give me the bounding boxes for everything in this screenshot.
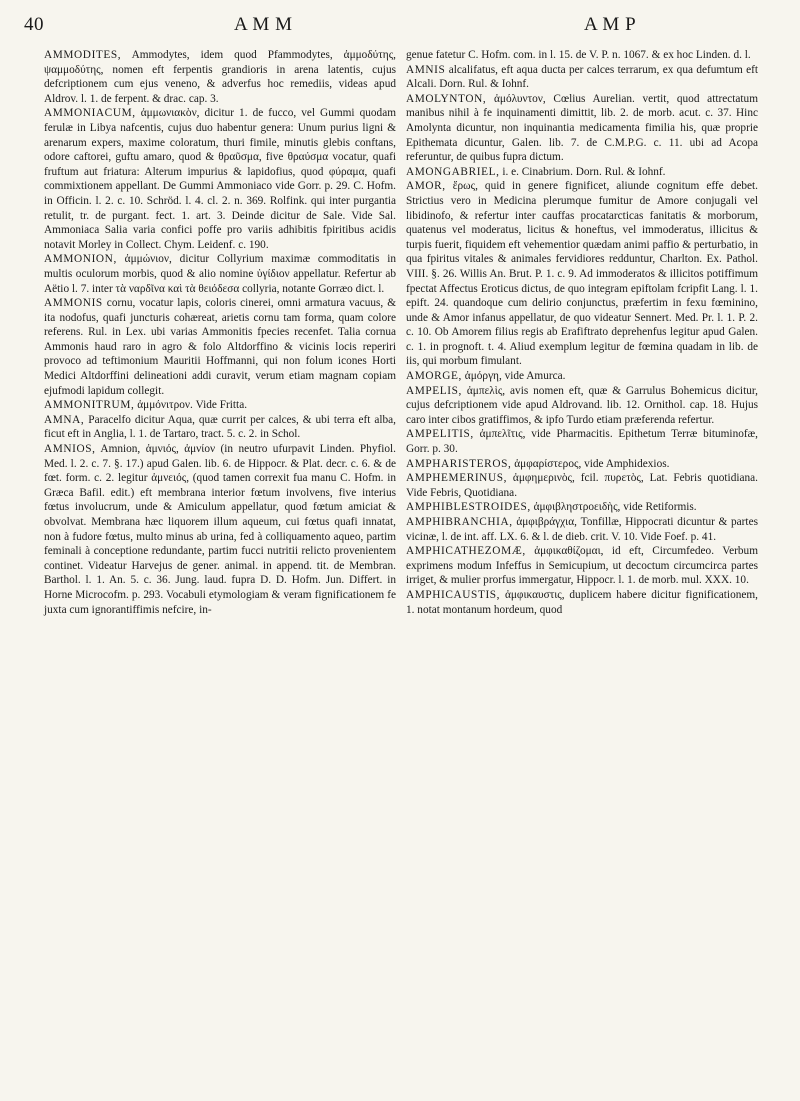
entry-headword: AMMONION,	[44, 253, 117, 266]
entry-text: ἀμπελὶς, avis nomen eft, quæ & Garrulus Bohemicus dicitur, cujus defcriptionem vide apud Aldrovand. lib. 12. Ornithol. cap. 18. Hujus caro inter cibos gratiffimos, & ipfo Turdo etiam præferenda refertur.	[406, 384, 758, 426]
entry-headword: AMPHIBRANCHIA,	[406, 516, 513, 528]
dictionary-entry	[44, 442, 396, 617]
dictionary-entry	[406, 63, 758, 92]
entry-headword: AMPHARISTEROS,	[406, 457, 512, 470]
entry-headword: AMNIS	[406, 63, 446, 76]
dictionary-entry	[406, 92, 758, 165]
entry-headword: AMMONIACUM,	[44, 107, 136, 120]
entry-text: alcalifatus, eft aqua ducta per calces terrarum, ex qua defumtum eft Alcali. Dorn. Rul. & Iohnf.	[406, 63, 758, 91]
entry-headword: AMMONITRUM,	[44, 399, 135, 412]
entry-headword: AMPELIS,	[406, 384, 462, 397]
entry-text: Ammodytes, idem quod Pfammodytes, ἀμμοδύτης, ψαμμοδύτης, nomen eft ferpentis grandioris in arena latentis, cujus defcriptionem cum ejus veneno, & adverfus hoc remediis, videas apud Aldrov. l. 1. de ferpent. & drac. cap. 3.	[44, 49, 396, 105]
entry-headword: AMPHICAUSTIS,	[406, 588, 501, 601]
entry-text: ἀμφημερινὸς, fcil. πυρετὸς, Lat. Febris quotidiana. Vide Febris, Quotidiana.	[406, 472, 758, 499]
entry-text: ἀμμόνιτρον. Vide Fritta.	[134, 399, 248, 412]
dictionary-entry	[406, 179, 758, 369]
entry-text: ἀμόργη, vide Amurca.	[461, 370, 566, 383]
dictionary-entry	[406, 500, 758, 515]
entry-headword: AMMONIS	[44, 297, 103, 310]
entry-headword: AMORGE,	[406, 370, 462, 383]
dictionary-entry	[44, 398, 396, 413]
entry-headword: AMPHICATHEZOMÆ,	[406, 545, 526, 558]
entry-headword: AMPHEMERINUS,	[406, 472, 508, 485]
entry-headword: AMPELITIS,	[406, 428, 474, 441]
entry-text: Amnion, ἀμνιός, ἀμνίον (in neutro ufurpavit Linden. Phyfiol. Med. l. 2. c. 7. §. 17.) apud Galen. lib. 6. de Hippocr. & Plat. decr. c. 6. & de fœt. form. c. 2. legitur ἀμνειός, (quod tamen correxit fua manu C. Hofm. in Græca Bafil. edit.) eft membrana interior fœtum involvens, five interius fœtus involucrum, unde & Amiculum appellatur, quod fœtum amiciat & obvolvat. Membrana hæc liquorem illum aqueum, cui fœtus quafi innatat, non à fudore fœtus, multo minus ab urina, fed à colliquamento aqueo, partim feminali à conceptione redundante, partim fucci nutritii relicto provenientem continet. Videatur Harvejus de gener. animal. in append. tit. de Membran. Barthol. l. 1. An. 5. c. 36. Jung. laud. fupra D. D. Hofm. Jun. Differt. in Horne Microcofm. p. 293. Vocabuli etymologiam & veram fignificationem fe juxta cum ignorantiffimis nefcire, in-	[44, 443, 396, 616]
entry-text: ἀμμώνιον, dicitur Collyrium maximæ commoditatis in multis oculorum morbis, quod & alio nomine ὑγίδιον appellatur. Refertur ab Aëtio l. 7. inter τὰ ναρδῖνα καὶ τὰ θειόδεσα collyria, notante Gorræo dict. l.	[44, 253, 396, 295]
dictionary-entry	[44, 48, 396, 106]
dictionary-entry	[406, 515, 758, 544]
entry-headword: AMONGABRIEL,	[406, 165, 500, 178]
entry-text: ἀμφικαυστις, duplicem habere dicitur fignificationem, 1. notat montanum hordeum, quod	[406, 588, 758, 616]
dictionary-entry	[44, 413, 396, 442]
entry-headword: AMMODITES,	[44, 49, 122, 61]
page-number: 40	[24, 14, 44, 35]
entry-text: i. e. Cinabrium. Dorn. Rul. & Iohnf.	[499, 165, 666, 178]
right-column	[406, 48, 758, 617]
dictionary-entry	[406, 369, 758, 384]
dictionary-entry	[406, 471, 758, 500]
entry-text: ἀμφιβληστροειδὴς, vide Retiformis.	[530, 501, 697, 514]
dictionary-entry	[406, 544, 758, 588]
entry-text: ἔρως, quid in genere fignificet, aliunde cognitum effe debet. Strictius vero in Medicina plerumque fumitur de Amore conjugali vel libidinofo, & refertur inter cauffas procatarcticas fanitatis & morborum, quatenus vel moderatus, licitus & honeftus, vel immoderatus, illicitus & turpis fuerit, fiquidem eft vehementior quædam animi paffio & perturbatio, in qua fpiritus vitales & animales fervidiores redduntur, Charlton. Ex. Pathol. VIII. §. 26. Willis An. Brut. P. 1. c. 9. Ad immoderatos & illicitos potiffimum fpectat Affectus Eroticus dictus, de quo integram epiftolam fcripfit Lang. l. 1. epift. 24. quandoque cum delirio conjunctus, præfertim in fexu fœminino, unde & Amor infanus appellatur, de quo videatur Sennert. Med. Pr. l. 1. P. 2. c. 10. Ob Amorem filius regis ab Erafiftrato deprehenfus legitur apud Galen. c. 1. in prognoft. t. 4. Aliud exemplum legitur de fœmina quadam in lib. de iis, qui morbum fimulant.	[406, 180, 758, 368]
entry-headword: AMOR,	[406, 180, 446, 193]
entry-text: Paracelfo dicitur Aqua, quæ currit per calces, & ubi terra eft alba, ficut eft in Anglia, l. 1. de Tartaro, tract. 5. c. 2. in Schol.	[44, 413, 396, 441]
entry-text: ἀμφιβράγχια, Tonfillæ, Hippocrati dicuntur & partes vicinæ, l. de int. aff. LX. 6. & l. de dieb. crit. V. 10. Vide Foef. p. 41.	[406, 516, 758, 543]
entry-headword: AMNA,	[44, 413, 85, 426]
dictionary-entry	[406, 457, 758, 472]
entry-text: ἀμμωνιακὸν, dicitur 1. de fucco, vel Gummi quodam ferulæ in Libya nafcentis, cujus duo habentur genera: Unum purius ligni & arenarum expers, maxime coloratum, thuri fimile, minutis glebis conftans, odore caftorei, guftu amaro, quod & θραῦσμα, five θραύσμα vocatur, quafi fruftum aut friatura: Alterum impurius & lapidofius, quod φύραμα, quafi commixtionem appellant. De Gummi Ammoniaco vide Gorr. p. 29. C. Hofm. in Officin. l. 2. c. 10. Schröd. l. 4. cl. 2. n. 369. Rolfink. qui inter purgantia retulit, tr. de purgant. fect. 1. art. 3. Deinde dicitur de Sale. Vide Sal. Ammoniaca Salia varia confici poffe pro variis adhibitis fpiritibus acidis notavit Morley in Collect. Chym. Leidenf. c. 190.	[44, 107, 396, 251]
dictionary-entry	[44, 252, 396, 296]
dictionary-entry	[406, 588, 758, 617]
left-column	[44, 48, 396, 617]
dictionary-entry	[44, 296, 396, 398]
entry-headword: AMNIOS,	[44, 443, 96, 456]
dictionary-entry	[406, 427, 758, 456]
entry-text: ἀμπελῖτις, vide Pharmacitis. Epithetum Terræ bituminofæ, Gorr. p. 30.	[406, 428, 758, 456]
running-head-left: A M M	[234, 14, 293, 35]
running-head-right: A M P	[584, 14, 637, 35]
entry-text: ἀμφικαθίζομαι, id eft, Circumfedeo. Verbum exprimens modum Infeffus in Semicupium, ut decoctum circumcirca partes irriget, & mulier prorfus immergatur, Hippocr. l. 1. de morb. mul. XXX. 10.	[406, 545, 758, 587]
entry-text: cornu, vocatur lapis, coloris cinerei, omni armatura vacuus, & ita nodofus, quafi juncturis cohæreat, arietis cornu tam forma, quam colore referens. Rul. in Lex. ubi varias Ammonitis fpecies recenfet. Talia cornua Ammonis haud raro in agro & folo Altdorffino & vicinis locis reperiri provoco ad teftimonium Mauritii Hoffmanni, qui non folum icones Horti Medici Altdorffini delineationi addi curavit, verum etiam magnam copiam ejufmodi lapidum collegit.	[44, 297, 396, 397]
entry-headword: AMPHIBLESTROIDES,	[406, 501, 531, 514]
page-header	[24, 14, 776, 40]
dictionary-entry	[406, 48, 758, 63]
entry-text: ἀμφαρίστερος, vide Amphidexios.	[511, 457, 670, 470]
entry-headword: AMOLYNTON,	[406, 92, 487, 105]
dictionary-entry	[406, 165, 758, 180]
entry-text: genue fatetur C. Hofm. com. in l. 15. de V. P. n. 1067. & ex hoc Linden. d. l.	[406, 49, 751, 61]
dictionary-entry	[44, 106, 396, 252]
dictionary-entry	[406, 384, 758, 428]
entry-text: ἀμόλυντον, Cœlius Aurelian. vertit, quod attrectatum manibus nihil à fe inquinamenti dimittit, lib. 2. de morb. acut. c. 37. Hinc Amolynta dicuntur, non inquinantia medicamenta fimilia his, quæ proprie Epithemata dicuntur, Galen. lib. 7. de C.M.P.G. c. 11. ubi ad Acopa referuntur, de quibus fupra dictum.	[406, 92, 758, 164]
